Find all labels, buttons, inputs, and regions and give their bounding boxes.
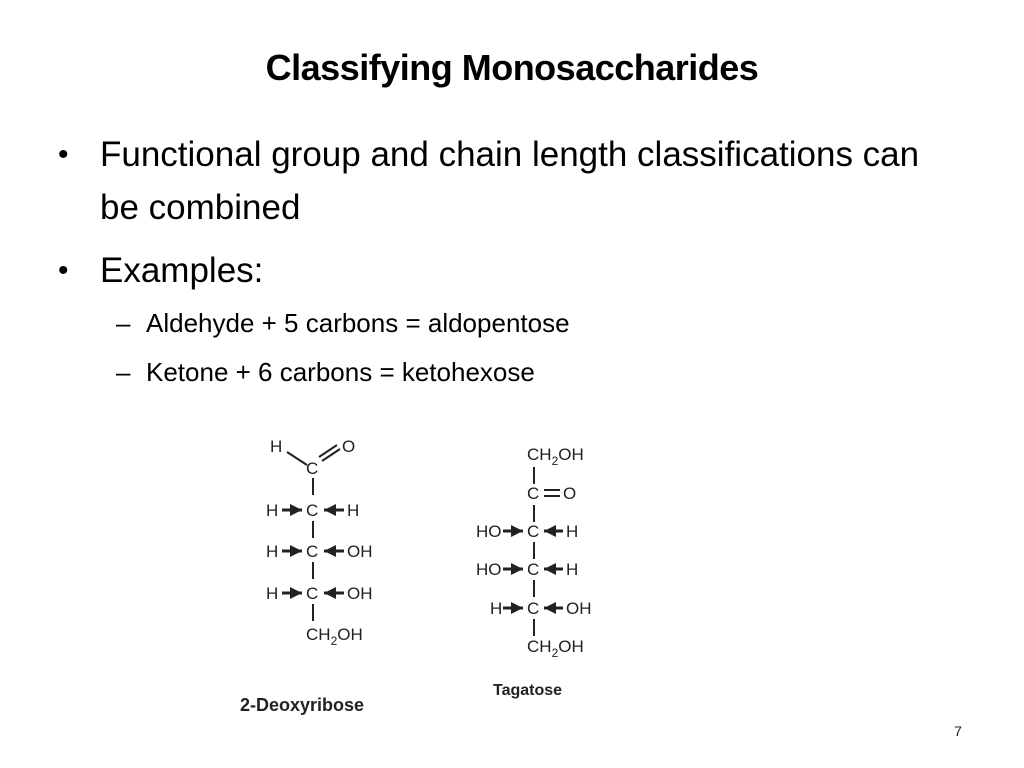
tagatose-r5-left: H (490, 599, 503, 618)
double-bond-line (322, 449, 340, 461)
sub-bullet-dash: – (116, 357, 131, 387)
tagatose-r4-right: H (566, 560, 579, 579)
tagatose-r4-left: HO (476, 560, 502, 579)
tagatose-r4-c: C (527, 560, 540, 579)
slide-title: Classifying Monosaccharides (265, 47, 759, 88)
page-number: 7 (954, 723, 962, 739)
deoxyribose-r4-right: OH (347, 584, 373, 603)
bullet-item (58, 244, 958, 390)
deoxyribose-r2-left: H (266, 501, 279, 520)
tagatose-caption: Tagatose (493, 682, 563, 699)
tagatose-r3-right: H (566, 522, 579, 541)
deoxyribose-r2-c: C (306, 501, 319, 520)
sub-bullet-dash: – (116, 308, 131, 338)
bullet-dot: • (58, 254, 69, 287)
deoxyribose-r3-left: H (266, 542, 279, 561)
deoxyribose-r2-right: H (347, 501, 360, 520)
bond-line (287, 452, 307, 465)
bullet-text: Functional group and chain length classifications can be combined (100, 135, 920, 227)
tagatose-c2-label: C (527, 484, 540, 503)
sub-bullet-item (100, 305, 958, 341)
deoxyribose-r3-right: OH (347, 542, 373, 561)
tagatose-structure (476, 445, 592, 699)
structure-svg (230, 425, 630, 725)
tagatose-top-label: $CH_2OH$ (527, 445, 584, 468)
tagatose-r3-left: HO (476, 522, 502, 541)
deoxyribose-structure (240, 437, 373, 715)
tagatose-r5-c: C (527, 599, 540, 618)
bullet-list (58, 128, 958, 403)
deoxyribose-c1-label: C (306, 459, 319, 478)
bullet-item (58, 128, 958, 234)
deoxyribose-ch2oh-label: $CH_2OH$ (306, 625, 363, 648)
tagatose-r5-right: OH (566, 599, 592, 618)
deoxyribose-caption: 2-Deoxyribose (240, 695, 365, 715)
bullet-dot: • (58, 138, 69, 171)
deoxyribose-o-label: O (342, 437, 356, 456)
deoxyribose-r4-c: C (306, 584, 319, 603)
tagatose-bottom-label: $CH_2OH$ (527, 637, 584, 660)
tagatose-o-label: O (563, 484, 577, 503)
tagatose-r3-c: C (527, 522, 540, 541)
sub-bullet-item (100, 354, 958, 390)
double-bond-line (319, 445, 337, 457)
bullet-text: Examples: (100, 251, 264, 290)
sub-bullet-list (100, 305, 958, 390)
sub-bullet-text: Ketone + 6 carbons = ketohexose (146, 357, 535, 387)
deoxyribose-h-label: H (270, 437, 283, 456)
deoxyribose-r4-left: H (266, 584, 279, 603)
deoxyribose-r3-c: C (306, 542, 319, 561)
sub-bullet-text: Aldehyde + 5 carbons = aldopentose (146, 308, 570, 338)
structure-diagrams (230, 425, 630, 730)
